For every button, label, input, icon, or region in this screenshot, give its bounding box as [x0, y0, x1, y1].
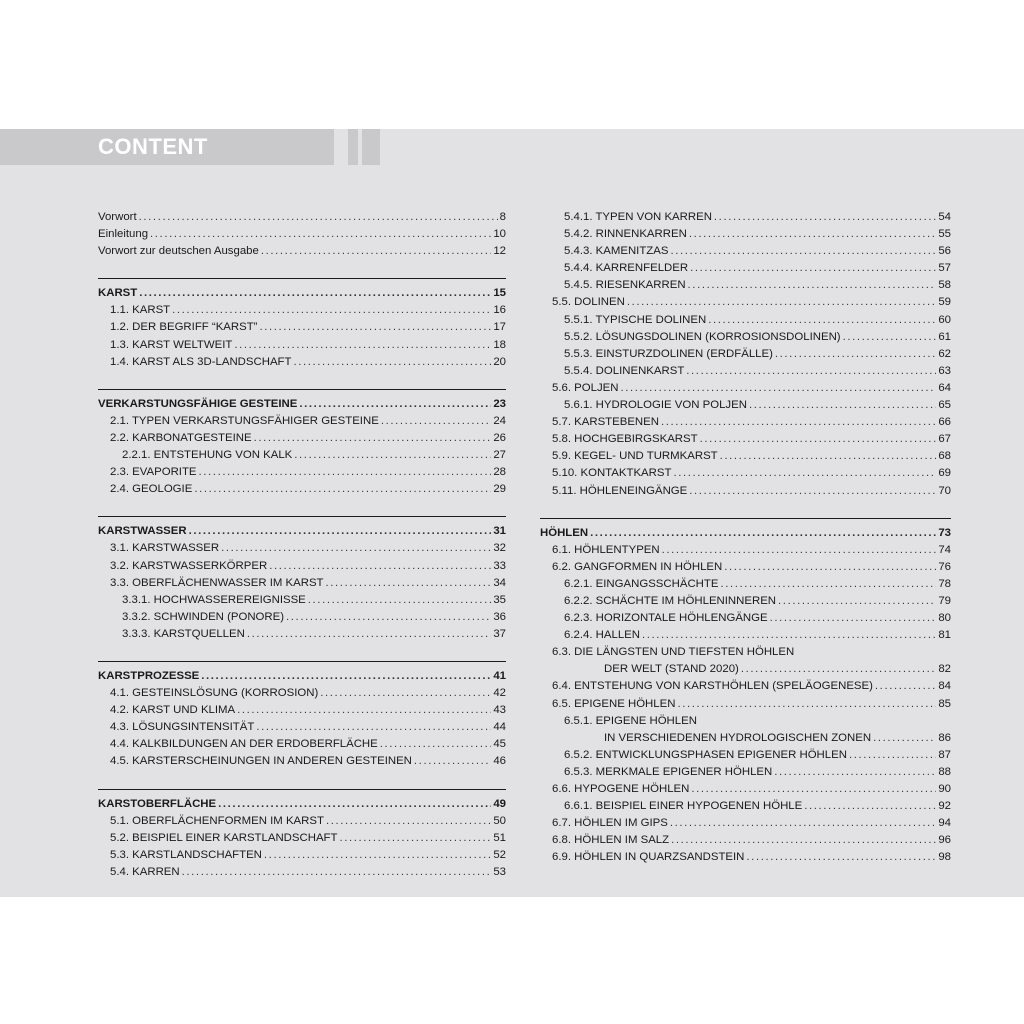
toc-entry[interactable]: [540, 832, 951, 849]
toc-entry[interactable]: [540, 696, 951, 713]
toc-entry-title: 6.5.1. EPIGENE HÖHLEN: [564, 714, 697, 727]
toc-entry-title: 5.4.3. KAMENITZAS: [564, 245, 669, 258]
toc-page-number: 26: [493, 431, 506, 444]
toc-leader-dots: [286, 609, 491, 626]
toc-entry[interactable]: [540, 243, 951, 260]
toc-page-number: 37: [493, 627, 506, 640]
toc-entry-title: KARSTOBERFLÄCHE: [98, 797, 217, 810]
toc-page-number: 64: [938, 381, 951, 394]
toc-entry-title: 5.5.1. TYPISCHE DOLINEN: [564, 313, 707, 326]
toc-leader-dots: [770, 610, 937, 627]
toc-entry[interactable]: [540, 661, 951, 678]
toc-leader-dots: [620, 380, 936, 397]
toc-entry[interactable]: [540, 397, 951, 414]
toc-page-number: 74: [938, 543, 951, 556]
toc-entry[interactable]: [540, 747, 951, 764]
toc-entry[interactable]: [540, 610, 951, 627]
toc-entry[interactable]: [540, 414, 951, 431]
toc-leader-dots: [778, 593, 936, 610]
toc-entry-title: 2.3. EVAPORITE: [110, 466, 197, 479]
toc-chapter[interactable]: [540, 525, 951, 542]
toc-page-number: 34: [493, 576, 506, 589]
toc-page-number: 33: [493, 559, 506, 572]
toc-page-number: 79: [938, 594, 951, 607]
section-divider: [540, 518, 951, 519]
toc-entry[interactable]: [540, 294, 951, 311]
toc-leader-dots: [720, 448, 937, 465]
page-title: CONTENT: [98, 134, 208, 159]
toc-page-number: 80: [938, 612, 951, 625]
section-spacer: [98, 643, 506, 657]
toc-leader-dots: [326, 813, 491, 830]
toc-entry-title: 2.2.1. ENTSTEHUNG VON KALK: [122, 449, 293, 462]
toc-entry-title: VERKARSTUNGSFÄHIGE GESTEINE: [98, 397, 298, 410]
toc-page-number: 36: [493, 610, 506, 623]
toc-page-number: 20: [493, 355, 506, 368]
toc-chapter[interactable]: [98, 668, 506, 685]
toc-entry[interactable]: [98, 719, 506, 736]
section-spacer: [98, 371, 506, 385]
section-spacer: [98, 260, 506, 274]
toc-entry[interactable]: [540, 465, 951, 482]
toc-leader-dots: [714, 209, 936, 226]
toc-leader-dots: [339, 830, 491, 847]
toc-entry[interactable]: [540, 593, 951, 610]
toc-page-number: 65: [938, 399, 951, 412]
toc-entry-title: 2.4. GEOLOGIE: [110, 483, 193, 496]
toc-entry[interactable]: [98, 626, 506, 643]
header-accent-bar: [362, 129, 380, 165]
toc-entry[interactable]: [540, 815, 951, 832]
toc-page-number: 16: [493, 304, 506, 317]
toc-entry[interactable]: [540, 312, 951, 329]
toc-leader-dots: [689, 483, 936, 500]
toc-page-number: 8: [499, 211, 506, 223]
toc-page-number: 78: [938, 577, 951, 590]
toc-entry[interactable]: [98, 226, 506, 243]
toc-entry[interactable]: [98, 813, 506, 830]
toc-entry[interactable]: [98, 430, 506, 447]
toc-entry[interactable]: [540, 849, 951, 866]
toc-entry-title: HÖHLEN: [540, 526, 589, 539]
toc-entry-title: 6.8. HÖHLEN IM SALZ: [552, 834, 670, 847]
toc-entry-title: KARSTPROZESSE: [98, 669, 200, 682]
toc-entry[interactable]: [540, 380, 951, 397]
section-spacer: [98, 498, 506, 512]
toc-page-number: 12: [493, 245, 506, 258]
header-accent-bar: [348, 129, 358, 165]
toc-page-number: 51: [493, 831, 506, 844]
toc-page-number: 45: [493, 738, 506, 751]
toc-leader-dots: [627, 294, 937, 311]
toc-right-column: [540, 209, 951, 866]
toc-entry-title: 5.4.4. KARRENFELDER: [564, 262, 689, 275]
toc-entry-title: 6.6.1. BEISPIEL EINER HYPOGENEN HÖHLE: [564, 800, 803, 813]
toc-page-number: 66: [938, 416, 951, 429]
toc-entry[interactable]: [98, 609, 506, 626]
toc-entry[interactable]: [540, 483, 951, 500]
toc-page-number: 68: [938, 450, 951, 463]
toc-leader-dots: [590, 525, 936, 542]
toc-leader-dots: [261, 243, 491, 260]
toc-entry-title: Vorwort zur deutschen Ausgabe: [98, 245, 259, 258]
section-divider: [98, 516, 506, 517]
toc-page-number: 42: [493, 687, 506, 700]
toc-page-number: 28: [493, 466, 506, 479]
toc-leader-dots: [264, 847, 491, 864]
section-divider: [98, 789, 506, 790]
toc-entry-title: 4.4. KALKBILDUNGEN AN DER ERDOBERFLÄCHE: [110, 738, 378, 751]
toc-entry-title: 6.2. GANGFORMEN IN HÖHLEN: [552, 560, 723, 573]
toc-leader-dots: [691, 781, 936, 798]
toc-entry-title: KARST: [98, 287, 138, 300]
toc-leader-dots: [139, 285, 491, 302]
toc-entry-title: Vorwort: [98, 211, 137, 223]
toc-entry[interactable]: [98, 685, 506, 702]
toc-entry[interactable]: [98, 354, 506, 371]
toc-entry[interactable]: [98, 464, 506, 481]
toc-leader-dots: [150, 226, 491, 243]
toc-entry[interactable]: [540, 260, 951, 277]
toc-page-number: 81: [938, 629, 951, 642]
toc-entry-title: 1.2. DER BEGRIFF “KARST”: [110, 321, 258, 334]
toc-page-number: 27: [493, 449, 506, 462]
toc-entry-title: 6.2.2. SCHÄCHTE IM HÖHLENINNEREN: [564, 594, 777, 607]
toc-entry-title: 1.1. KARST: [110, 304, 171, 317]
toc-page-number: 63: [938, 364, 951, 377]
toc-entry[interactable]: [540, 781, 951, 798]
toc-page-number: 98: [938, 851, 951, 864]
toc-entry-title: 4.2. KARST UND KLIMA: [110, 704, 236, 717]
toc-entry-title: 5.4.2. RINNENKARREN: [564, 228, 687, 241]
toc-leader-dots: [673, 465, 936, 482]
toc-page-number: 23: [493, 397, 506, 410]
toc-page-number: 76: [938, 560, 951, 573]
toc-entry-title: 4.3. LÖSUNGSINTENSITÄT: [110, 721, 255, 734]
toc-entry-title: 6.5.3. MERKMALE EPIGENER HÖHLEN: [564, 765, 773, 778]
toc-leader-dots: [804, 798, 936, 815]
toc-entry-title: DER WELT (STAND 2020): [604, 663, 739, 676]
toc-entry-title: 3.3. OBERFLÄCHENWASSER IM KARST: [110, 576, 324, 589]
toc-page-number: 69: [938, 467, 951, 480]
toc-entry[interactable]: [98, 447, 506, 464]
toc-entry-title: 4.1. GESTEINSLÖSUNG (KORROSION): [110, 687, 319, 700]
toc-leader-dots: [293, 354, 491, 371]
toc-page-number: 59: [938, 296, 951, 309]
toc-entry[interactable]: [540, 713, 951, 730]
toc-leader-dots: [294, 447, 491, 464]
toc-entry-title: 6.2.3. HORIZONTALE HÖHLENGÄNGE: [564, 612, 768, 625]
toc-page-number: 29: [493, 483, 506, 496]
toc-entry[interactable]: [98, 753, 506, 770]
toc-leader-dots: [724, 559, 936, 576]
toc-entry-title: 2.2. KARBONATGESTEINE: [110, 431, 252, 444]
toc-page-number: 50: [493, 814, 506, 827]
toc-entry-title: 5.11. HÖHLENEINGÄNGE: [552, 484, 688, 497]
toc-chapter[interactable]: [98, 396, 506, 413]
toc-page-number: 49: [493, 797, 506, 810]
toc-entry[interactable]: [540, 431, 951, 448]
toc-entry[interactable]: [98, 592, 506, 609]
toc-leader-dots: [308, 592, 492, 609]
toc-entry-title: 1.4. KARST ALS 3D-LANDSCHAFT: [110, 355, 292, 368]
toc-leader-dots: [774, 764, 936, 781]
toc-entry-title: 5.9. KEGEL- UND TURMKARST: [552, 450, 718, 463]
toc-entry[interactable]: [540, 329, 951, 346]
toc-entry-title: 6.1. HÖHLENTYPEN: [552, 543, 660, 556]
bottom-margin: [0, 897, 1024, 1024]
toc-leader-dots: [380, 736, 492, 753]
toc-leader-dots: [237, 702, 491, 719]
toc-page-number: 94: [938, 817, 951, 830]
toc-entry-title: 6.5. EPIGENE HÖHLEN: [552, 697, 676, 710]
toc-entry[interactable]: [98, 302, 506, 319]
toc-entry-title: 6.9. HÖHLEN IN QUARZSANDSTEIN: [552, 851, 745, 864]
toc-leader-dots: [662, 542, 937, 559]
toc-entry[interactable]: [98, 864, 506, 881]
toc-page-number: 17: [493, 321, 506, 334]
toc-entry-title: 6.2.4. HALLEN: [564, 629, 640, 642]
toc-entry-title: 3.2. KARSTWASSERKÖRPER: [110, 559, 268, 572]
toc-leader-dots: [677, 696, 936, 713]
toc-entry[interactable]: [540, 764, 951, 781]
toc-entry[interactable]: [98, 575, 506, 592]
toc-entry-title: 5.2. BEISPIEL EINER KARSTLANDSCHAFT: [110, 831, 338, 844]
toc-leader-dots: [201, 668, 491, 685]
toc-entry[interactable]: [98, 540, 506, 557]
toc-entry[interactable]: [540, 277, 951, 294]
toc-page-number: 85: [938, 697, 951, 710]
toc-page-number: 67: [938, 433, 951, 446]
toc-entry[interactable]: [540, 798, 951, 815]
toc-page-number: 60: [938, 313, 951, 326]
toc-page-number: 61: [938, 330, 951, 343]
toc-page-number: 87: [938, 748, 951, 761]
toc-leader-dots: [320, 685, 491, 702]
toc-page-number: 73: [938, 526, 951, 539]
toc-entry[interactable]: [98, 209, 506, 226]
section-divider: [98, 278, 506, 279]
toc-left-column: [98, 209, 506, 881]
toc-leader-dots: [326, 575, 492, 592]
toc-page-number: 70: [938, 484, 951, 497]
toc-page-number: 90: [938, 783, 951, 795]
toc-leader-dots: [686, 363, 936, 380]
toc-page-number: 15: [493, 287, 506, 300]
toc-leader-dots: [741, 661, 937, 678]
toc-page-number: 43: [493, 704, 506, 717]
toc-entry-title: 5.5. DOLINEN: [552, 296, 625, 309]
toc-entry-title: IN VERSCHIEDENEN HYDROLOGISCHEN ZONEN: [604, 731, 872, 744]
toc-entry-title: KARSTWASSER: [98, 525, 187, 538]
toc-page-number: 86: [938, 731, 951, 744]
toc-entry-title: 6.3. DIE LÄNGSTEN UND TIEFSTEN HÖHLEN: [552, 646, 795, 659]
toc-entry-title: 6.6. HYPOGENE HÖHLEN: [552, 783, 690, 795]
toc-entry[interactable]: [98, 847, 506, 864]
toc-page-number: 18: [493, 338, 506, 351]
toc-entry[interactable]: [540, 627, 951, 644]
toc-leader-dots: [269, 558, 491, 575]
toc-entry[interactable]: [540, 542, 951, 559]
toc-page-number: 96: [938, 834, 951, 847]
toc-page-number: 46: [493, 755, 506, 768]
section-divider: [98, 661, 506, 662]
toc-leader-dots: [221, 540, 491, 557]
toc-chapter[interactable]: [98, 523, 506, 540]
toc-entry-title: 1.3. KARST WELTWEIT: [110, 338, 233, 351]
toc-leader-dots: [299, 396, 491, 413]
toc-page-number: 54: [938, 211, 951, 223]
toc-leader-dots: [749, 397, 936, 414]
toc-leader-dots: [775, 346, 936, 363]
toc-leader-dots: [381, 413, 492, 430]
toc-leader-dots: [690, 260, 936, 277]
toc-page-number: 31: [493, 525, 506, 538]
toc-entry-title: 6.4. ENTSTEHUNG VON KARSTHÖHLEN (SPELÄOGENESE): [552, 680, 873, 693]
toc-entry[interactable]: [540, 576, 951, 593]
toc-entry[interactable]: [540, 448, 951, 465]
toc-page-number: 84: [938, 680, 951, 693]
toc-entry[interactable]: [540, 678, 951, 695]
toc-entry[interactable]: [98, 319, 506, 336]
toc-leader-dots: [247, 626, 492, 643]
toc-entry-title: 5.6.1. HYDROLOGIE VON POLJEN: [564, 399, 747, 412]
toc-page-number: 58: [938, 279, 951, 292]
toc-leader-dots: [642, 627, 936, 644]
toc-entry-title: 5.5.3. EINSTURZDOLINEN (ERDFÄLLE): [564, 347, 773, 360]
toc-entry[interactable]: [98, 702, 506, 719]
toc-page-number: 24: [493, 414, 506, 427]
toc-page-number: 62: [938, 347, 951, 360]
toc-entry[interactable]: [540, 559, 951, 576]
toc-leader-dots: [843, 329, 937, 346]
toc-leader-dots: [256, 719, 491, 736]
section-spacer: [540, 500, 951, 514]
toc-entry[interactable]: [98, 413, 506, 430]
toc-leader-dots: [708, 312, 936, 329]
toc-entry-title: 6.2.1. EINGANGSSCHÄCHTE: [564, 577, 719, 590]
toc-leader-dots: [661, 414, 936, 431]
toc-page-number: 41: [493, 669, 506, 682]
toc-leader-dots: [670, 243, 936, 260]
toc-entry-title: 5.4. KARREN: [110, 865, 180, 878]
toc-entry[interactable]: [540, 730, 951, 747]
toc-leader-dots: [873, 730, 936, 747]
toc-leader-dots: [139, 209, 498, 226]
toc-leader-dots: [670, 815, 936, 832]
toc-entry-title: 5.4.1. TYPEN VON KARREN: [564, 211, 712, 223]
toc-leader-dots: [849, 747, 936, 764]
toc-leader-dots: [234, 337, 491, 354]
toc-page-number: 10: [493, 228, 506, 241]
toc-entry-title: 2.1. TYPEN VERKARSTUNGSFÄHIGER GESTEINE: [110, 414, 379, 427]
toc-page: [0, 129, 1024, 897]
toc-page-number: 92: [938, 800, 951, 813]
toc-entry-title: 5.10. KONTAKTKARST: [552, 467, 672, 480]
toc-entry[interactable]: [98, 481, 506, 498]
toc-chapter[interactable]: [98, 796, 506, 813]
toc-entry[interactable]: [98, 558, 506, 575]
toc-entry-title: 5.1. OBERFLÄCHENFORMEN IM KARST: [110, 814, 324, 827]
toc-leader-dots: [172, 302, 491, 319]
toc-page-number: 55: [938, 228, 951, 241]
toc-entry[interactable]: [540, 346, 951, 363]
toc-leader-dots: [189, 523, 492, 540]
toc-entry[interactable]: [540, 226, 951, 243]
toc-page-number: 35: [493, 593, 506, 606]
toc-entry-title: 5.8. HOCHGEBIRGSKARST: [552, 433, 698, 446]
toc-leader-dots: [254, 430, 492, 447]
toc-entry-title: Einleitung: [98, 228, 149, 241]
toc-entry-title: 6.5.2. ENTWICKLUNGSPHASEN EPIGENER HÖHLEN: [564, 748, 847, 761]
toc-entry[interactable]: [98, 243, 506, 260]
toc-leader-dots: [700, 431, 937, 448]
toc-entry-title: 5.5.4. DOLINENKARST: [564, 364, 685, 377]
section-spacer: [98, 771, 506, 785]
toc-leader-dots: [194, 481, 491, 498]
toc-page-number: 56: [938, 245, 951, 258]
toc-entry-title: 3.3.1. HOCHWASSEREREIGNISSE: [122, 593, 306, 606]
toc-entry-title: 5.5.2. LÖSUNGSDOLINEN (KORROSIONSDOLINEN): [564, 330, 841, 343]
toc-entry-title: 4.5. KARSTERSCHEINUNGEN IN ANDEREN GESTEINEN: [110, 755, 412, 768]
toc-entry[interactable]: [98, 337, 506, 354]
toc-entry[interactable]: [540, 363, 951, 380]
toc-page-number: 53: [493, 865, 506, 878]
toc-entry[interactable]: [98, 736, 506, 753]
toc-page-number: 82: [938, 663, 951, 676]
toc-leader-dots: [182, 864, 492, 881]
toc-leader-dots: [689, 226, 937, 243]
toc-leader-dots: [720, 576, 936, 593]
toc-leader-dots: [688, 277, 937, 294]
toc-entry-title: 3.1. KARSTWASSER: [110, 542, 220, 555]
toc-entry-title: 3.3.2. SCHWINDEN (PONORE): [122, 610, 285, 623]
toc-page-number: 44: [493, 721, 506, 734]
toc-entry[interactable]: [540, 644, 951, 661]
toc-page-number: 57: [938, 262, 951, 275]
section-divider: [98, 389, 506, 390]
toc-leader-dots: [199, 464, 492, 481]
toc-leader-dots: [875, 678, 936, 695]
toc-page-number: 32: [493, 542, 506, 555]
toc-leader-dots: [218, 796, 491, 813]
toc-entry-title: 6.7. HÖHLEN IM GIPS: [552, 817, 668, 830]
toc-chapter[interactable]: [98, 285, 506, 302]
toc-leader-dots: [671, 832, 936, 849]
toc-leader-dots: [259, 319, 491, 336]
toc-entry-title: 5.4.5. RIESENKARREN: [564, 279, 686, 292]
toc-leader-dots: [746, 849, 936, 866]
toc-page-number: 52: [493, 848, 506, 861]
toc-entry-title: 3.3.3. KARSTQUELLEN: [122, 627, 245, 640]
toc-leader-dots: [414, 753, 491, 770]
toc-entry-title: 5.6. POLJEN: [552, 381, 619, 394]
toc-page-number: 88: [938, 765, 951, 778]
toc-entry-title: 5.3. KARSTLANDSCHAFTEN: [110, 848, 262, 861]
toc-entry[interactable]: [540, 209, 951, 226]
toc-entry-title: 5.7. KARSTEBENEN: [552, 416, 659, 429]
toc-entry[interactable]: [98, 830, 506, 847]
